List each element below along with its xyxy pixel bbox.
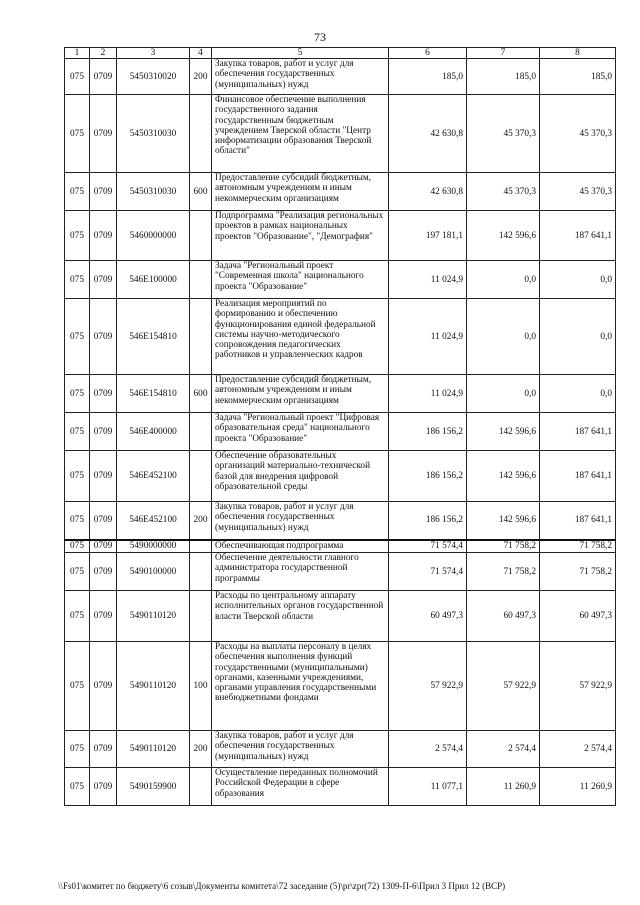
ministry-code-cell: 075 — [65, 731, 90, 768]
amount-cell-col7: 142 596,6 — [467, 502, 540, 540]
target-article-cell: 5450310020 — [117, 59, 190, 95]
section-code-cell: 0709 — [90, 211, 117, 261]
amount-cell-col6: 42 630,8 — [389, 173, 467, 211]
expense-type-cell — [190, 95, 212, 173]
amount-cell-col6: 186 156,2 — [389, 502, 467, 540]
amount-cell-col7: 142 596,6 — [467, 413, 540, 451]
description-cell: Обеспечивающая подпрограмма — [212, 540, 389, 553]
amount-cell-col8: 60 497,3 — [540, 591, 616, 642]
expense-type-cell — [190, 261, 212, 299]
description-cell: Реализация мероприятий по формированию и обеспечению функционирования единой федеральной системы научно-методического сопровождения педагогических работников и управленческих кадров — [212, 299, 389, 375]
amount-cell-col6: 11 077,1 — [389, 768, 467, 806]
table-row — [65, 768, 616, 806]
section-code-cell: 0709 — [90, 768, 117, 806]
target-article-cell: 5450310030 — [117, 173, 190, 211]
target-article-cell: 546Е100000 — [117, 261, 190, 299]
expense-type-cell: 600 — [190, 375, 212, 413]
expense-type-cell — [190, 768, 212, 806]
column-number-row — [65, 48, 616, 59]
table-row — [65, 502, 616, 540]
column-header: 3 — [117, 48, 190, 59]
table-row — [65, 553, 616, 591]
description-cell: Предоставление субсидий бюджетным, автономным учреждениям и иным некоммерческим организациям — [212, 173, 389, 211]
section-code-cell: 0709 — [90, 173, 117, 211]
expense-type-cell: 200 — [190, 502, 212, 540]
expense-type-cell — [190, 211, 212, 261]
target-article-cell: 5450310030 — [117, 95, 190, 173]
amount-cell-col6: 11 024,9 — [389, 375, 467, 413]
description-cell: Задача "Региональный проект "Современная школа" национального проекта "Образование" — [212, 261, 389, 299]
column-header: 1 — [65, 48, 90, 59]
amount-cell-col8: 0,0 — [540, 299, 616, 375]
target-article-cell: 546Е452100 — [117, 502, 190, 540]
amount-cell-col8: 45 370,3 — [540, 95, 616, 173]
amount-cell-col6: 186 156,2 — [389, 451, 467, 502]
amount-cell-col6: 11 024,9 — [389, 299, 467, 375]
table-row — [65, 642, 616, 731]
expense-type-cell — [190, 451, 212, 502]
amount-cell-col7: 0,0 — [467, 375, 540, 413]
amount-cell-col8: 71 758,2 — [540, 540, 616, 553]
amount-cell-col8: 187 641,1 — [540, 502, 616, 540]
description-cell: Расходы по центральному аппарату исполнительных органов государственной власти Тверской области — [212, 591, 389, 642]
ministry-code-cell: 075 — [65, 451, 90, 502]
column-header: 6 — [389, 48, 467, 59]
file-path-footer: \\Fs01\комитет по бюджету\6 созыв\Документы комитета\72 заседание (5)\pr\zpr(72) 1309-П-6\Прил 3 Прил 12 (ВСР) — [58, 881, 506, 891]
amount-cell-col6: 71 574,4 — [389, 553, 467, 591]
description-cell: Предоставление субсидий бюджетным, автономным учреждениям и иным некоммерческим организациям — [212, 375, 389, 413]
table-row — [65, 413, 616, 451]
amount-cell-col8: 0,0 — [540, 375, 616, 413]
ministry-code-cell: 075 — [65, 642, 90, 731]
table-row — [65, 299, 616, 375]
amount-cell-col7: 142 596,6 — [467, 211, 540, 261]
table-row — [65, 95, 616, 173]
target-article-cell: 546Е154810 — [117, 299, 190, 375]
column-header: 2 — [90, 48, 117, 59]
section-code-cell: 0709 — [90, 261, 117, 299]
ministry-code-cell: 075 — [65, 211, 90, 261]
amount-cell-col8: 185,0 — [540, 59, 616, 95]
ministry-code-cell: 075 — [65, 502, 90, 540]
ministry-code-cell: 075 — [65, 540, 90, 553]
amount-cell-col7: 0,0 — [467, 261, 540, 299]
amount-cell-col8: 187 641,1 — [540, 413, 616, 451]
expense-type-cell — [190, 540, 212, 553]
amount-cell-col8: 57 922,9 — [540, 642, 616, 731]
description-cell: Финансовое обеспечение выполнения государственного задания государственным бюджетным учреждением Тверской области "Центр информатизации образования Тверской области" — [212, 95, 389, 173]
page-number: 73 — [314, 30, 326, 44]
amount-cell-col7: 71 758,2 — [467, 553, 540, 591]
column-header: 4 — [190, 48, 212, 59]
budget-table — [64, 47, 616, 806]
amount-cell-col7: 45 370,3 — [467, 173, 540, 211]
amount-cell-col7: 71 758,2 — [467, 540, 540, 553]
description-cell: Задача "Региональный проект "Цифровая образовательная среда" национального проекта "Образование" — [212, 413, 389, 451]
description-cell: Подпрограмма "Реализация региональных проектов в рамках национальных проектов "Образование", "Демография" — [212, 211, 389, 261]
ministry-code-cell: 075 — [65, 173, 90, 211]
table-row — [65, 261, 616, 299]
amount-cell-col8: 0,0 — [540, 261, 616, 299]
amount-cell-col6: 11 024,9 — [389, 261, 467, 299]
amount-cell-col8: 2 574,4 — [540, 731, 616, 768]
table-row — [65, 59, 616, 95]
ministry-code-cell: 075 — [65, 95, 90, 173]
description-cell: Обеспечение образовательных организаций материально-технической базой для внедрения цифровой образовательной среды — [212, 451, 389, 502]
section-code-cell: 0709 — [90, 502, 117, 540]
target-article-cell: 546Е154810 — [117, 375, 190, 413]
section-code-cell: 0709 — [90, 59, 117, 95]
description-cell: Закупка товаров, работ и услуг для обеспечения государственных (муниципальных) нужд — [212, 731, 389, 768]
section-code-cell: 0709 — [90, 731, 117, 768]
target-article-cell: 5490000000 — [117, 540, 190, 553]
ministry-code-cell: 075 — [65, 375, 90, 413]
amount-cell-col8: 187 641,1 — [540, 211, 616, 261]
table-row — [65, 173, 616, 211]
table-row — [65, 540, 616, 553]
description-cell: Расходы на выплаты персоналу в целях обеспечения выполнения функций государственными (муниципальными) органами, казенными учреждениями, органами управления государственными внебюджетными фондами — [212, 642, 389, 731]
target-article-cell: 546Е400000 — [117, 413, 190, 451]
ministry-code-cell: 075 — [65, 261, 90, 299]
expense-type-cell: 200 — [190, 59, 212, 95]
table-row — [65, 591, 616, 642]
amount-cell-col7: 60 497,3 — [467, 591, 540, 642]
amount-cell-col6: 60 497,3 — [389, 591, 467, 642]
table-row — [65, 731, 616, 768]
amount-cell-col7: 2 574,4 — [467, 731, 540, 768]
column-header: 8 — [540, 48, 616, 59]
target-article-cell: 5490100000 — [117, 553, 190, 591]
amount-cell-col8: 45 370,3 — [540, 173, 616, 211]
amount-cell-col7: 11 260,9 — [467, 768, 540, 806]
section-code-cell: 0709 — [90, 95, 117, 173]
amount-cell-col6: 197 181,1 — [389, 211, 467, 261]
amount-cell-col7: 142 596,6 — [467, 451, 540, 502]
column-header: 7 — [467, 48, 540, 59]
expense-type-cell: 100 — [190, 642, 212, 731]
amount-cell-col7: 0,0 — [467, 299, 540, 375]
ministry-code-cell: 075 — [65, 299, 90, 375]
ministry-code-cell: 075 — [65, 768, 90, 806]
section-code-cell: 0709 — [90, 553, 117, 591]
section-code-cell: 0709 — [90, 591, 117, 642]
target-article-cell: 5460000000 — [117, 211, 190, 261]
description-cell: Закупка товаров, работ и услуг для обеспечения государственных (муниципальных) нужд — [212, 502, 389, 540]
target-article-cell: 5490110120 — [117, 731, 190, 768]
amount-cell-col6: 71 574,4 — [389, 540, 467, 553]
expense-type-cell: 600 — [190, 173, 212, 211]
target-article-cell: 5490110120 — [117, 591, 190, 642]
amount-cell-col7: 185,0 — [467, 59, 540, 95]
expense-type-cell — [190, 591, 212, 642]
column-header: 5 — [212, 48, 389, 59]
description-cell: Обеспечение деятельности главного администратора государственной программы — [212, 553, 389, 591]
amount-cell-col6: 42 630,8 — [389, 95, 467, 173]
section-code-cell: 0709 — [90, 642, 117, 731]
amount-cell-col8: 187 641,1 — [540, 451, 616, 502]
ministry-code-cell: 075 — [65, 553, 90, 591]
expense-type-cell — [190, 553, 212, 591]
ministry-code-cell: 075 — [65, 591, 90, 642]
expense-type-cell: 200 — [190, 731, 212, 768]
ministry-code-cell: 075 — [65, 59, 90, 95]
ministry-code-cell: 075 — [65, 413, 90, 451]
amount-cell-col6: 57 922,9 — [389, 642, 467, 731]
amount-cell-col6: 2 574,4 — [389, 731, 467, 768]
amount-cell-col6: 185,0 — [389, 59, 467, 95]
section-code-cell: 0709 — [90, 451, 117, 502]
expense-type-cell — [190, 413, 212, 451]
section-code-cell: 0709 — [90, 299, 117, 375]
table-row — [65, 375, 616, 413]
expense-type-cell — [190, 299, 212, 375]
amount-cell-col8: 11 260,9 — [540, 768, 616, 806]
section-code-cell: 0709 — [90, 413, 117, 451]
description-cell: Осуществление переданных полномочий Российской Федерации в сфере образования — [212, 768, 389, 806]
section-code-cell: 0709 — [90, 540, 117, 553]
table-row — [65, 451, 616, 502]
target-article-cell: 5490159900 — [117, 768, 190, 806]
amount-cell-col6: 186 156,2 — [389, 413, 467, 451]
description-cell: Закупка товаров, работ и услуг для обеспечения государственных (муниципальных) нужд — [212, 59, 389, 95]
amount-cell-col8: 71 758,2 — [540, 553, 616, 591]
target-article-cell: 5490110120 — [117, 642, 190, 731]
amount-cell-col7: 57 922,9 — [467, 642, 540, 731]
section-code-cell: 0709 — [90, 375, 117, 413]
amount-cell-col7: 45 370,3 — [467, 95, 540, 173]
target-article-cell: 546Е452100 — [117, 451, 190, 502]
table-row — [65, 211, 616, 261]
